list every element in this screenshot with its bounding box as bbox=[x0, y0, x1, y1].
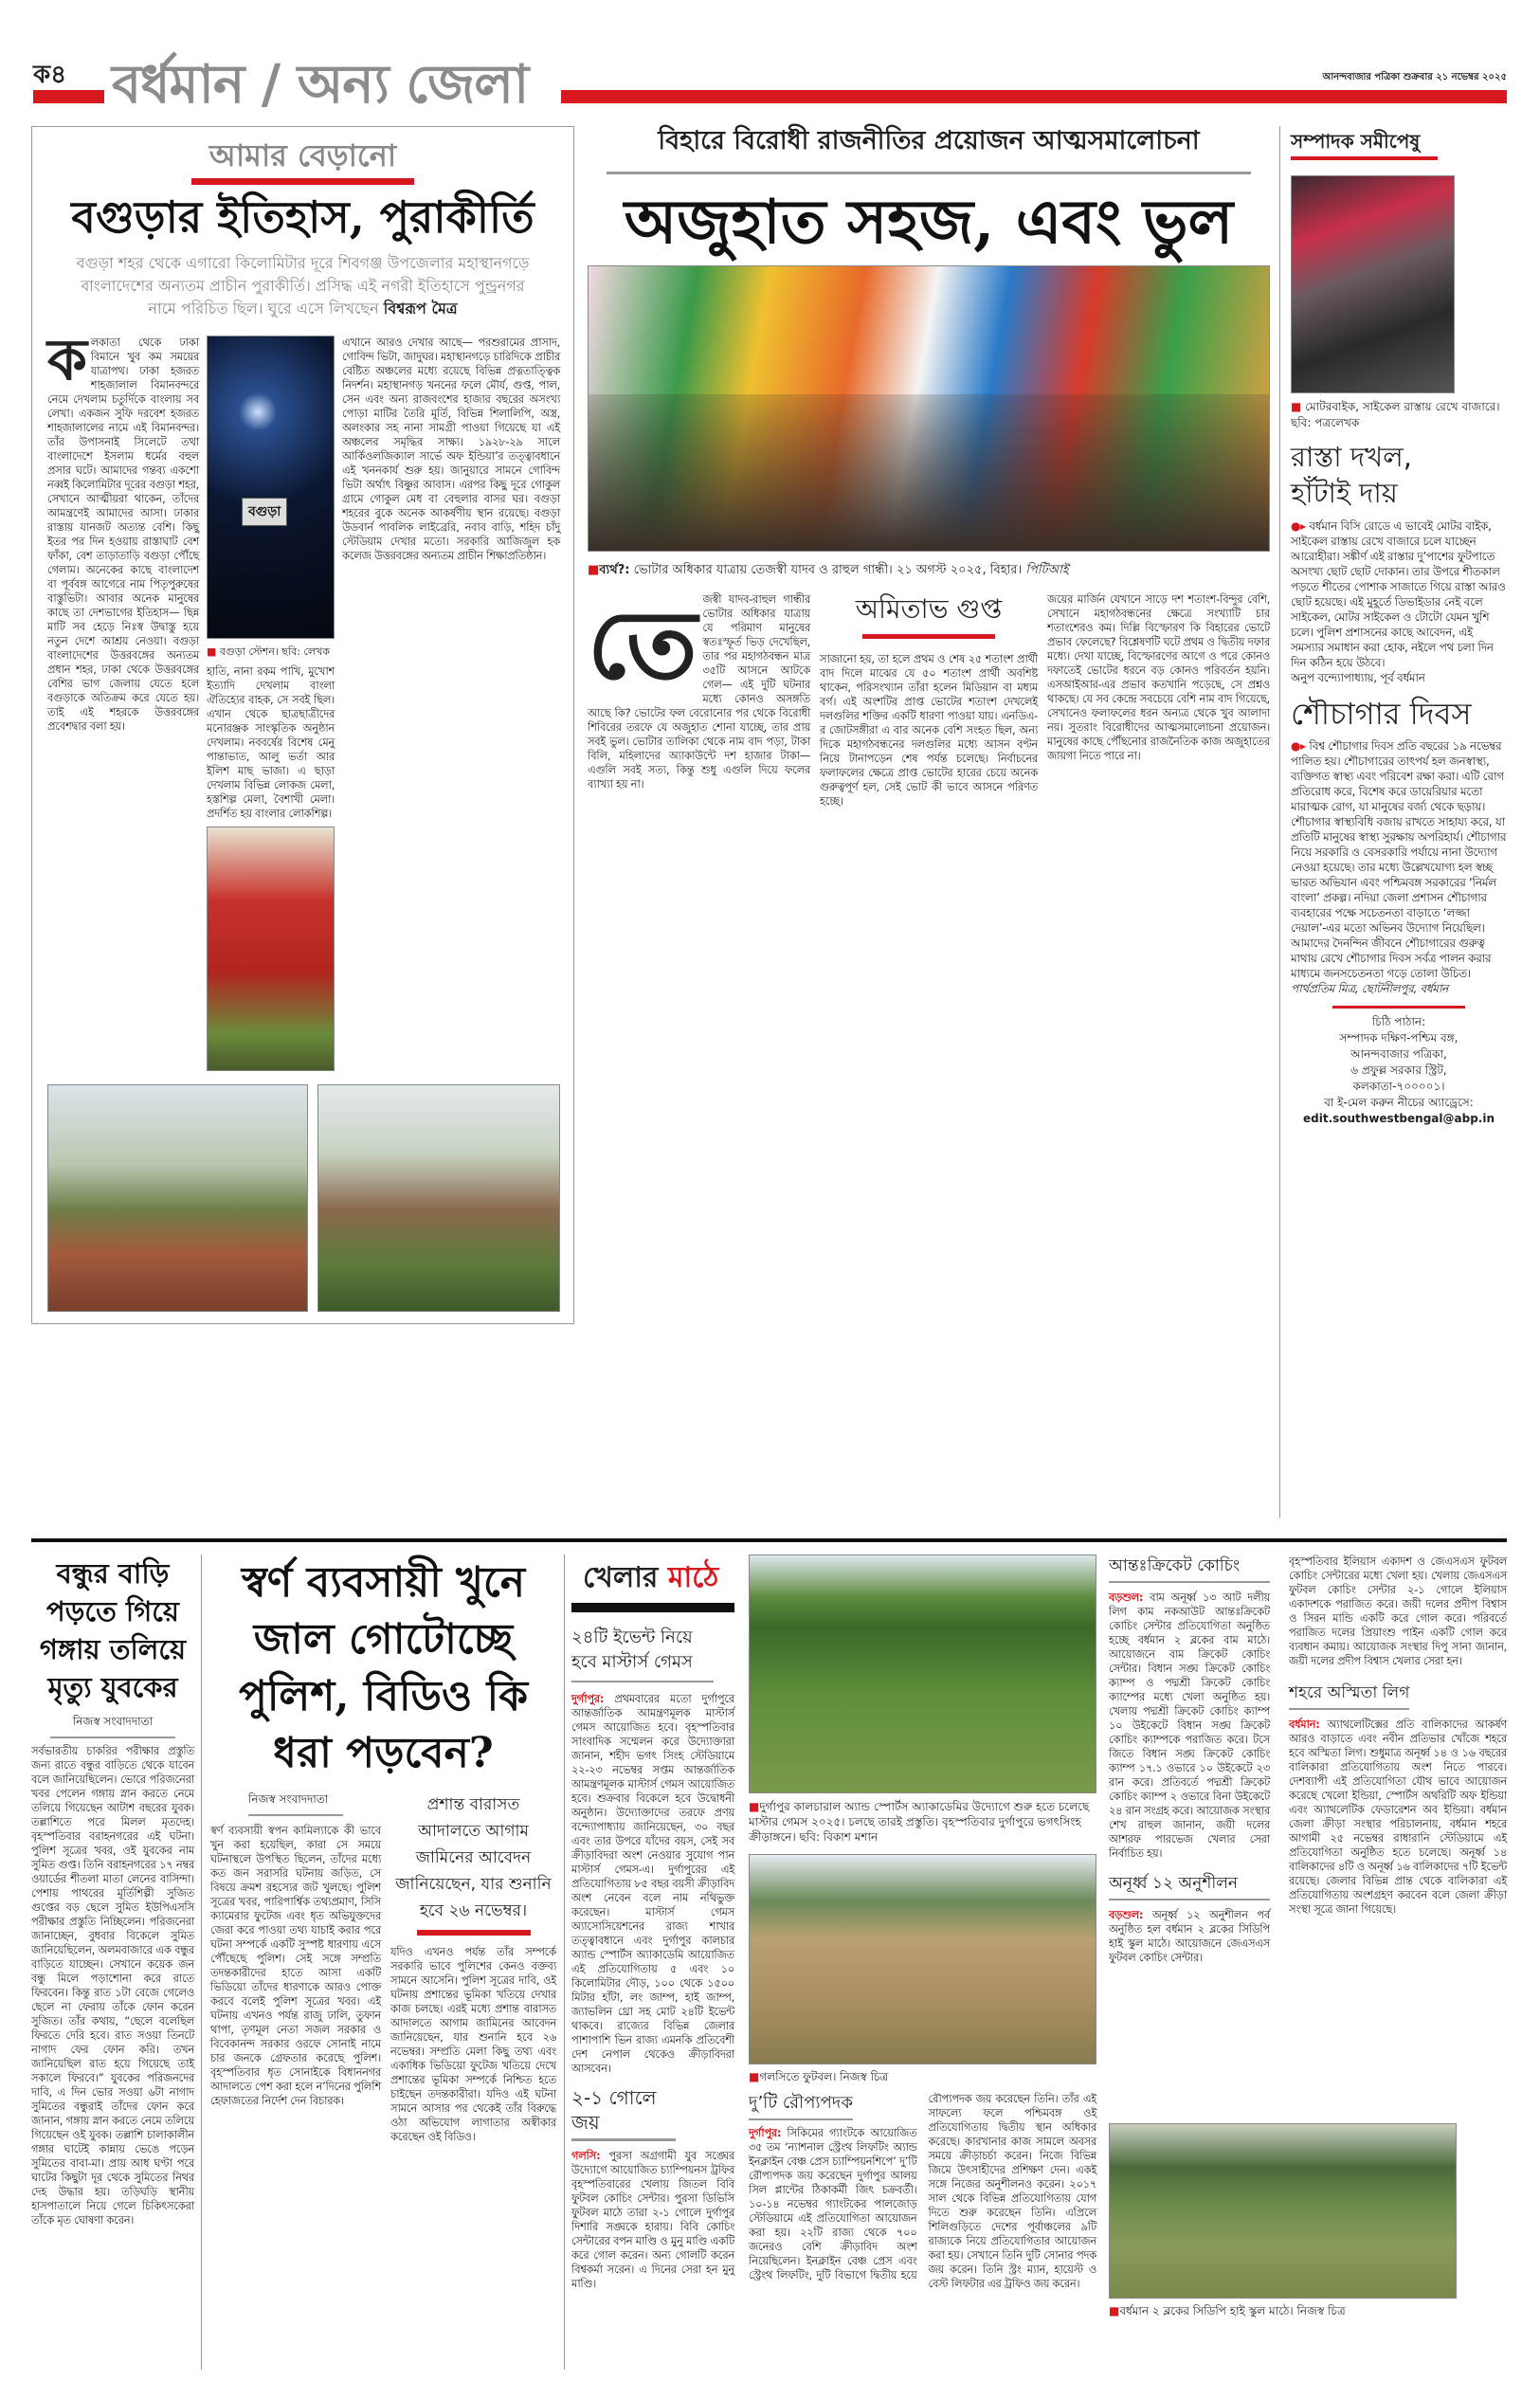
story2-col1: স্বর্ণ ব্যবসায়ী স্বপন কামিল্যাকে কী ভাবে খুন করা হয়েছিল, কারা সে সময়ে ঘটনাস্থলে উপস্থিত ছিলেন, তাঁদের মধ্যে কত জন সরাসরি ঘটনায় জড়িত, সে বিষয়ে ক্রমশ রহস্যের জট খুলছে। পুলিশ সূত্রের খবর, পারিপার্শ্বিক তথ্যপ্রমাণ, সিসি ক্যামেরার ফুটেজ এবং ধৃত অভিযুক্তদের জেরা করে পাওয়া তথ্য যাচাই করার পরে ঘটনা সম্পর্কে একটি সুস্পষ্ট ধারণায় এসে পৌঁছেছে পুলিশ। সেই সঙ্গে সম্প্রতি তদন্তকারীদের হাতে আসা একটি ভিডিয়ো তাঁদের ধারণাকে আরও পোক্ত করবে বলেই পুলিশ সূত্রের খবর। এই ঘটনায় এখনও পর্যন্ত রাজু ঢালি, তুফান থাপা, তৃণমূল নেতা সজল সরকার ও বিবেকানন্দ সরকার ওরফে সোনাই নামে চার জনকে গ্রেফতার করেছে পুলিশ। বৃহস্পতিবার ধৃত সোনাইকে বিধাননগর আদালতে পেশ করা হলে ন’দিনের পুলিশি হেফাজতের নির্দেশ দেন বিচারক। bbox=[210, 1824, 381, 2107]
feature-standfirst bbox=[66, 252, 539, 320]
story2-col2-wrap bbox=[390, 1791, 556, 2144]
feature-col3: এখানে আরও দেখার আছে— পরশুরামের প্রাসাদ, গোবিন্দ ভিটা, জাদুঘর। মহাস্থানগড়ে চারিদিকে প্রাচীর বেষ্টিত অঞ্চলের মধ্যে রয়েছে বিভিন্ন প্রত্নতাত্ত্বিক নিদর্শন। মহাস্থানগড় খননের ফলে মৌর্য, গুপ্ত, পাল, সেন এবং অন্য রাজবংশের হাজার বছরের অসংখ্য পোড়া মাটির তৈরি মূর্তি, বিভিন্ন শিলালিপি, অস্ত্র, অলংকার সহ নানা সামগ্রী পাওয়া গিয়েছে যা এই অঞ্চলের সমৃদ্ধির সাক্ষ্য। ১৯২৮-২৯ সালে আর্কিওলজিক্যাল সার্ভে অফ ইন্ডিয়া’র তত্ত্বাবধানে এই খননকার্য শুরু হয়। জানুয়ারে সামনে গোবিন্দ ভিটা অর্থাৎ বিষ্ণুর আবাস। এরপর কিছু দূরে গোকুল গ্রামে গোকুল মেধ বা বেহুলার বাসর ঘর। বগুড়া শহরের বুকে অনেক আকর্ষণীয় স্থান রয়েছে। বগুড়া উডবার্ন পাবলিক লাইব্রেরি, নবাব বাড়ি, শহিদ চাঁদু স্টেডিয়াম দেখার মতো। সরকারি আজিজুল হক কলেজ উত্তরবঙ্গের অন্যতম প্রাচীন শিক্ষাপ্রতিষ্ঠান। bbox=[342, 335, 560, 562]
photo-ruins-tree bbox=[47, 1084, 308, 1312]
editorial-col1: তে জস্বী যাদব-রাহুল গান্ধীর ভোটার অধিকার যাত্রায় যে পরিমাণ মানুষের স্বতঃস্ফূর্ত ভিড় দেখেছিল, তার পর মহাগঠবন্ধন মাত্র ৩৫টি আসনে আটকে গেল— এই দুটি ঘটনার মধ্যে কোনও অসঙ্গতি আছে কি? ভোটের ফল বেরোনোর পর থেকে বিরোধী শিবিরের তরফে যে অজুহাত শোনা যাচ্ছে, তার প্রায় সবই ভুল। ভোটার তালিকা থেকে নাম বাদ পড়া, টাকা বিলি, মহিলাদের অ্যাকাউন্টে দশ হাজার টাকা— এগুলি সবই সত্য, কিন্তু শুধু এগুলি দিয়ে ফলের ব্যাখ্যা হয় না। bbox=[588, 588, 810, 791]
sports-s4-headline: আন্তঃক্রিকেট কোচিং bbox=[1109, 1555, 1270, 1583]
editorial bbox=[588, 121, 1270, 809]
feature-col2 bbox=[207, 336, 335, 1071]
column-rule bbox=[564, 1555, 565, 2370]
photo-ruins bbox=[317, 1084, 560, 1312]
sports-s7-headline: শহরে অস্মিতা লিগ bbox=[1289, 1682, 1409, 1710]
column-rule bbox=[201, 1555, 202, 2370]
editorial-col2-text: সাজানো হয়, তা হলে প্রথম ও শেষ ২৫ শতাংশ প্রার্থী বাদ দিলে মাঝের যে ৫০ শতাংশ প্রার্থী অবশিষ্ট থাকেন, পরিসংখ্যান তাঁরা হলেন মিডিয়ান বা মধ্যম বর্গ। এই অংশটির প্রাপ্ত ভোটের শতাংশ দেখলেই দলগুলির শক্তির একটি ধারণা পাওয়া যায়। এনডিএ-র জোটসঙ্গীরা এ বার অনেক বেশি সংহত ছিল, অন্য দিকে মহাগঠবন্ধনের দলগুলির মধ্যে আসন বণ্টন নিয়ে টানাপড়েন শেষ পর্যন্ত চলেছে। নির্বাচনের ফলাফলের ক্ষেত্রে প্রাপ্ত ভোটের হারের চেয়ে অনেক গুরুত্বপূর্ণ হল, সেই ভোট কী ভাবে আসনে পরিণত হচ্ছে। bbox=[820, 651, 1038, 808]
address-block: চিঠি পাঠান: সম্পাদক দক্ষিণ-পশ্চিম বঙ্গ, আনন্দবাজার পত্রিকা, ৬ প্রফুল্ল সরকার স্ট্রিট, কলকাতা-৭০০০০১। বা ই-মেল করুন নীচের অ্যাড্রেসে: edit.southwestbengal@abp.in bbox=[1291, 1014, 1507, 1127]
story1-headline: বন্ধুর বাড়ি পড়তে গিয়ে গঙ্গায় তলিয়ে মৃত্যু যুবকের bbox=[39, 1557, 187, 1703]
feature-kicker-underline bbox=[191, 178, 414, 185]
feature-kicker: আমার বেড়ানো bbox=[208, 137, 397, 173]
sports-s5-body: বড়শুল: অনূর্ধ্ব ১২ অনুশীলন পর্ব অনুষ্ঠিত হল বর্ধমান ২ ব্লকের সিডিপি হাই স্কুল মাঠে। আয়োজনে জেএসএস ফুটবল কোচিং সেন্টার। bbox=[1109, 1908, 1270, 1964]
sports-s5-headline: অনূর্ধ্ব ১২ অনুশীলন bbox=[1109, 1872, 1270, 1900]
editorial-caption: ■ব্যর্থ?: ভোটার অধিকার যাত্রায় তেজস্বী যাদব ও রাহুল গান্ধী। ২১ অগস্ট ২০২৫, বিহার। পিটিআই bbox=[588, 562, 1069, 577]
photo-football-galsi bbox=[749, 1854, 1096, 2064]
editorial-col3: জয়ের মার্জিন যেখানে সাড়ে দশ শতাংশ-বিন্দুর বেশি, সেখানে মহাগঠবন্ধনের ক্ষেত্রে সংখ্যাটি চার শতাংশেরও কম। দিল্লি বিস্ফোরণ কি বিহারের ভোটে প্রভাব ফেলেছে? বিশ্লেষণটি ঘটে প্রথম ও দ্বিতীয় দফার মধ্যে। দেখা যাচ্ছে, বিস্ফোরণের আগে ও পরে কোনও দফাতেই ভোটের ধরনে বড় কোনও পরিবর্তন হয়নি। এসআইআর-এর প্রভাব কতখানি পড়েছে, সে প্রশ্নও থাকছে। যে সব কেন্দ্রে সবচেয়ে বেশি নাম বাদ গিয়েছে, সেখানেও ফলাফলের ধরন অন্যত্র থেকে খুব আলাদা নয়। সুতরাং বিরোধীদের আত্মসমালোচনা প্রয়োজন। মানুষের কাছে পৌঁছনোর রাজনৈতিক কাজ অজুহাতের জায়গা নিতে পারে না। bbox=[1047, 591, 1270, 762]
standfirst-text: বগুড়া শহর থেকে এগারো কিলোমিটার দূরে শিবগঞ্জ উপজেলার মহাস্থানগড়ে বাংলাদেশের অন্যতম প্রাচীন পুরাকীর্তি। প্রসিদ্ধ এই নগরী ইতিহাসে পুন্ড্রনগর নামে পরিচিত ছিল। ঘুরে এসে লিখছেন bbox=[76, 253, 530, 318]
sports-s1-body: দুর্গাপুর: প্রথমবারের মতো দুর্গাপুরে আন্তর্জাতিক আমন্ত্রণমূলক মাস্টার্স গেমস আয়োজিত হবে। বৃহস্পতিবার সাংবাদিক সম্মেলন করে উদ্যোক্তারা জানান, শহীদ ভগৎ সিংহ স্টেডিয়ামে ২২-২৩ নভেম্বর সপ্তম আন্তর্জাতিক আমন্ত্রণমূলক মাস্টার্স গেমস আয়োজিত হবে। শুক্রবার বিকেলে হবে উদ্বোধনী অনুষ্ঠান। উদ্যোক্তাদের তরফে প্রণয় বন্দ্যোপাধ্যায় জানিয়েছেন, ৩০ বছর এবং তার উপরে যাঁদের বয়স, সেই সব ক্রীড়াবিদরা অংশ নেওয়ার সুযোগ পান মাস্টার্স গেমস-এ। দুর্গাপুরের এই প্রতিযোগিতায় ৮৫ বছর বয়সী ক্রীড়াবিদ অংশ নেবেন বলে নাম নথিভুক্ত করেছেন। মাস্টার্স গেমস অ্যাসোসিয়েশনের রাজ্য শাখার তত্ত্বাবধানে এবং দুর্গাপুর কালচার অ্যান্ড স্পোর্টস অ্যাকাডেমি আয়োজিত এই প্রতিযোগিতায় ৫ এবং ১০ কিলোমিটার দৌড়, ১০০ থেকে ১৫০০ মিটার হাঁটা, লং জাম্প, হাই জাম্প, জ্যাভলিন থ্রো সহ মোট ২৪টি ইভেন্ট থাকবে। রাজ্যের বিভিন্ন জেলার পাশাপাশি ভিন রাজ্য এমনকি প্রতিবেশী দেশ নেপাল থেকেও ক্রীড়াবিদরা আসবেন। bbox=[571, 1692, 734, 2075]
sports-s3-headline: দু’টি রৌপ্যপদক bbox=[749, 2092, 853, 2120]
header-bar-left bbox=[33, 90, 104, 103]
story2-pullquote: প্রশান্ত বারাসত আদালতে আগাম জামিনের আবেদন জানিয়েছেন, যার শুনানি হবে ২৬ নভেম্বর। bbox=[390, 1791, 556, 1924]
photo-bogra-station bbox=[207, 336, 335, 639]
feature-headline: বগুড়ার ইতিহাস, পুরাকীর্তি bbox=[71, 191, 534, 243]
story2-headline: স্বর্ণ ব্যবসায়ী খুনে জাল গোটোচ্ছে পুলিশ, বিডিও কি ধরা পড়বেন? bbox=[238, 1558, 529, 1777]
pullquote-underline bbox=[417, 1930, 531, 1936]
photo-temple bbox=[207, 827, 335, 1071]
photo-ground-marking bbox=[749, 1555, 1096, 1793]
sports-photo3 bbox=[1109, 2123, 1457, 2318]
editorial-columns bbox=[588, 588, 1270, 809]
sports-col2 bbox=[749, 1555, 1096, 2291]
sports-s3-body: দুর্গাপুর: সিকিমের গ্যাংটকে আয়োজিত ৩৫ তম ‘ন্যাশনাল স্ট্রেংথ লিফটিং অ্যান্ড ইনক্লাইন বেঞ্চ প্রেস চ্যাম্পিয়নশিপে’ দু’টি রৌপ্যপদক জয় করেছেন দুর্গাপুর আলয় সিল প্লান্টের ঠিকাকর্মী জিৎ চক্রবর্তী। ১০-১৪ নভেম্বর গ্যাংটকের পালজোড় স্টেডিয়ামে এই প্রতিযোগিতা আয়োজন করা হয়। ২২টি রাজ্য থেকে ৭০০ জনেরও বেশি ক্রীড়াবিদ অংশ নিয়েছিলেন। ইনক্লাইন বেঞ্চ প্রেস এবং স্ট্রেংথ লিফটিং, দুটি বিভাগে দ্বিতীয় হয়ে রৌপ্যপদক জয় করেছেন তিনি। তাঁর এই সাফল্যে ফলে পশ্চিমবঙ্গ ওই প্রতিযোগিতায় দ্বিতীয় স্থান অধিকার করেছে। কারখানার কাজ সামলে অবসর সময়ে ক্রীড়াচর্চা করেন। নিজে বিভিন্ন জিমে উৎসাহীদের প্রশিক্ষণ দেন। একই সঙ্গে নিজের অনুশীলনও করেন। ২০১৭ সাল থেকে বিভিন্ন প্রতিযোগিতায় যোগ দিতে শুরু করেছেন তিনি। এপ্রিলে শিলিগুড়িতে দেশের পূর্বাঞ্চলের ৯টি রাজ্যকে নিয়ে প্রতিযোগিতার আয়োজন করা হয়। সেখানে তিনি দুটি সোনার পদক জয় করেন। তিনি স্ট্রং ম্যান, হায়েস্ট ও বেস্ট লিফটার এর ট্রফিও জয় করেন। bbox=[749, 2092, 1096, 2290]
feature-col1: ক লকাতা থেকে ঢাকা বিমানে খুব কম সময়ের যাত্রাপথ। ঢাকা হজরত শাহজালাল বিমানবন্দরে নেমে দেখলাম চতুর্দিকে বাংলায় সব লেখা। একজন সুফি দরবেশ হজরত শাহজালালের নামে এই বিমানবন্দর। তাঁর উপাসনাই সিলেটে তথা বাংলাদেশে ইসলাম ধর্মের বহুল প্রসার ঘটে। আমাদের গন্তব্য একশো নব্বই কিলোমিটার দূরের বগুড়া শহর, সেখানে আত্মীয়রা থাকেন, তাঁদের আমন্ত্রণেই আমাদের আসা। ঢাকার রাস্তায় যানজট অত্যন্ত বেশি। কিছু ইতর পর দিন হওয়ায় রাস্তাঘাট বেশ ফাঁকা, বেশ তাড়াতাড়ি বগুড়া পৌঁছে গেলাম। অনেকের কাছে বাংলাদেশ বা পূর্ববঙ্গ আগেরে নাম পিতৃপুরুষের বাস্তুভিটা। আবার অনেক মানুষের কাছে তা দেশভাগের ইতিহাস— ছিন্ন মাটি সব হেড়ে নিঃস্ব উদ্বাস্তু হয়ে নতুন দেশে আশ্রয় নেওয়া। বগুড়া বাংলাদেশের উত্তরবঙ্গের অন্যতম প্রধান শহর, ঢাকা থেকে উত্তরবঙ্গের বেশির ভাগ জেলায় যেতে হলে বগুড়াকে অতিক্রম করে যেতে হয়। তাই এই শহরকে উত্তরবঙ্গের প্রবেশদ্বার বলা হয়। bbox=[47, 326, 199, 733]
feature-author: বিশ্বরূপ মৈত্র bbox=[383, 299, 458, 318]
photo-football-cdp bbox=[1109, 2123, 1457, 2299]
sports-s7-body: বর্ধমান: অ্যাথলেটিক্সের প্রতি বালিকাদের আকর্ষণ আরও বাড়াতে এবং নবীন প্রতিভার খোঁজে শহরে হবে অস্মিতা লিগ। শুধুমাত্র অনূর্ধ্ব ১৪ ও ১৬ বছরের বালিকারা প্রতিযোগিতায় অংশ নিতে পারবে। দেশব্যাপী এই প্রতিযোগিতা যৌথ ভাবে আয়োজন করেছে খেলো ইন্ডিয়া, স্পোর্টস অথরিটি অফ ইন্ডিয়া এবং অ্যাথলেটিক ফেডারেশন অব ইন্ডিয়া। বর্ধমান জেলা ক্রীড়া সংস্থার পরিচালনায়, বর্ধমান শহরে আগামী ২৫ নভেম্বর রাধারানি স্টেডিয়ামে এই প্রতিযোগিতা অনুষ্ঠিত হতে চলেছে। অনূর্ধ্ব ১৪ বালিকাদের ৪টি ও অনূর্ধ্ব ১৬ বালিকাদের ৭টি ইভেন্ট রয়েছে। জেলার বিভিন্ন প্রান্ত থেকে বালিকারা এই প্রতিযোগিতায় অংশগ্রহণ করবেন বলে জেলা ক্রীড়া সংস্থা সূত্রে জানা গিয়েছে। bbox=[1289, 1718, 1508, 1916]
sports-photo2-caption: ■গলসিতে ফুটবল। নিজস্ব চিত্র bbox=[749, 2070, 889, 2083]
header-bar-right bbox=[561, 90, 1507, 103]
story1-byline: নিজস্ব সংবাদদাতা bbox=[50, 1714, 175, 1738]
photo-parked-bikes bbox=[1291, 175, 1455, 393]
editorial-headline: অজুহাত সহজ, এবং ভুল bbox=[624, 187, 1234, 258]
story2-byline: নিজস্ব সংবাদদাতা bbox=[248, 1791, 343, 1816]
address-divider bbox=[1332, 1006, 1465, 1009]
sports-s4-body: বড়শুল: বাম অনূর্ধ্ব ১৩ আট দলীয় লিগ কাম নকআউট আন্তঃক্রিকেট কোচিং সেন্টার প্রতিযোগিতা অনুষ্ঠিত হচ্ছে বর্ধমান ২ ব্লকের বাম মাঠে। আয়োজনে বাম ক্রিকেট কোচিং সেন্টার। বিধান সঙ্ঘ ক্রিকেট কোচিং ক্যাম্প ও পদ্মশ্রী ক্রিকেট কোচিং ক্যাম্পের মধ্যে খেলা অনুষ্ঠিত হয়। খেলায় পদ্মশ্রী ক্রিকেট কোচিং ক্যাম্প ১০ উইকেটে বিধান সঙ্ঘ ক্রিকেট কোচিং ক্যাম্পকে পরাজিত করে। টসে জিতে বিধান সঙ্ঘ ক্রিকেট কোচিং ক্যাম্প ১৭.১ ওভারে ১০ উইকেটে ২৩ রান করে। প্রতিবর্তে পদ্মশ্রী ক্রিকেট কোচিং ক্যাম্প ২ ওভারে বিনা উইকেটে ২৪ রান সংগ্রহ করে। আয়োজক সংস্থার শেখ রাহুল জানান, জয়ী দলের আশরফ পারভেজ খেলার সেরা নির্বাচিত হয়। bbox=[1109, 1591, 1270, 1860]
section-title: বর্ধমান / অন্য জেলা bbox=[112, 53, 529, 116]
sports-col3 bbox=[1109, 1555, 1270, 1965]
story2-columns bbox=[210, 1791, 556, 2144]
dateline: আনন্দবাজার পত্রিকা শুক্রবার ২১ নভেম্বর ২০২৫ bbox=[1322, 72, 1507, 82]
letters-kicker: সম্পাদক সমীপেষু bbox=[1291, 130, 1421, 153]
editorial-col2 bbox=[820, 592, 1038, 809]
sports-photo1-caption: ■দুর্গাপুর কালচারাল অ্যান্ড স্পোর্টস অ্যাকাডেমির উদ্যোগে শুরু হতে চলেছে মাস্টার গেমস ২০২৫। চলছে তারই প্রস্তুতি। বৃহস্পতিবার দুর্গাপুরে ভগৎসিংহ ক্রীড়াঙ্গনে। ছবি: বিকাশ মশান bbox=[749, 1800, 1090, 1844]
station-sign: বগুড়া bbox=[242, 498, 287, 526]
editorial-kicker: বিহারে বিরোধী রাজনীতির প্রয়োজন আত্মসমালোচনা bbox=[607, 121, 1251, 174]
sports-photo3-caption: ■বর্ধমান ২ ব্লকের সিডিপি হাই স্কুল মাঠে। নিজস্ব চিত্র bbox=[1109, 2304, 1346, 2318]
photo-rally bbox=[588, 265, 1270, 552]
email-link[interactable]: edit.southwestbengal@abp.in bbox=[1302, 1112, 1495, 1125]
editorial-author: অমিতাভ গুপ্ত bbox=[855, 592, 1003, 625]
sports-s6-body: বৃহস্পতিবার ইলিয়াস একাদশ ও জেএসএস ফুটবল কোচিং সেন্টারের মধ্যে খেলা হয়। খেলায় জেএসএস ফুটবল কোচিং সেন্টার ২-১ গোলে ইলিয়াস একাদশকে পরাজিত করে। জয়ী দলের প্রদীপ বিশ্বাস ও সিরন মান্ডি একটি করে গোল করে। পরিবর্তে পরাজিত দলের প্রিয়াংশু পাইন একটি গোল করে ব্যবধান কমায়। আয়োজক সংস্থার দিপু সানা জানান, জয়ী দলের প্রদীপ বিশ্বাস খেলার সেরা হন। bbox=[1289, 1555, 1507, 1667]
page-number: ক৪ bbox=[33, 61, 67, 89]
letters-photo-caption: ■ মোটরবাইক, সাইকেল রাস্তায় রেখে বাজারে। ছবি: পত্রলেখক bbox=[1291, 400, 1500, 429]
column-rule bbox=[1279, 126, 1280, 1518]
photo-caption: ■ বগুড়া স্টেশন। ছবি: লেখক bbox=[207, 645, 330, 658]
sports-s1-headline: ২৪টি ইভেন্ট নিয়ে হবে মাস্টার্স গেমস bbox=[571, 1626, 714, 1682]
sports-kicker-bar bbox=[571, 1603, 734, 1612]
letter2-headline: শৌচাগার দিবস bbox=[1291, 696, 1472, 732]
sports-s2-headline: ২-১ গোলে জয় bbox=[571, 2085, 676, 2141]
letter2-signature: পার্থপ্রতিম মিত্র, ছোটনীলপুর, বর্ধমান bbox=[1291, 982, 1448, 995]
sports-s2-body: গলসি: পুরসা অগ্রগামী যুব সঙ্ঘের উদ্যোগে আয়োজিত চ্যাম্পিয়নস ট্রফির বৃহস্পতিবারের খেলায় জিতল বিবি ফুটবল কোচিং সেন্টার। পুরসা ডিভিসি ফুটবল মাঠে তারা ২-১ গোলে দুর্গাপুর দিশারি সঙ্ঘকে হারায়। বিবি কোচিং সেন্টারের বপন মাণ্ডি ও মুনু মাণ্ডি একটি করে গোল করেন। অন্য গোলটি করেন বিশ্বকর্মা সরেন। এ দিনের সেরা হন মুনু মাণ্ডি। bbox=[571, 2149, 735, 2290]
letter1-signature: অনুপ বন্দ্যোপাধ্যায়, পূর্ব বর্ধমান bbox=[1291, 671, 1425, 684]
letters-underline bbox=[1291, 156, 1438, 160]
letters bbox=[1291, 128, 1507, 1127]
sports-col4 bbox=[1289, 1555, 1507, 1917]
story2-col1-wrap bbox=[210, 1791, 381, 2108]
story1-body: সর্বভারতীয় চাকরির পরীক্ষার প্রস্তুতি জন্য রাতে বন্ধুর বাড়িতে থেকে যাবেন বলে জানিয়েছিলেন। ভোরে পরিজনেরা খবর পেলেন গঙ্গায় স্নান করতে নেমে তলিয়ে গিয়েছেন আটাশ বছরের যুবক। তল্লাশিতে পরে মিলল মৃতদেহ। বৃহস্পতিবার বরাহনগরের এই ঘটনা। পুলিশ সূত্রের খবর, ওই যুবকের নাম সুমিত গুপ্ত। তিনি বরাহনগরের ১৭ নম্বর ওয়ার্ডের শীতলা মাতা লেনের বাসিন্দা। পেশায় পাথরের মূর্তিশিল্পী সুজিত গুপ্তের বড় ছেলে সুমিত ইউপিএসসি পরীক্ষার প্রস্তুতি নিচ্ছিলেন। পরিজনেরা জানাচ্ছেন, বুধবার বিকেলে সুমিত জানিয়েছিলেন, অলমবাজারে এক বন্ধুর বাড়িতে যাচ্ছেন। সেখানে কয়েক জন বন্ধু মিলে পড়াশোনা করে রাতে ফিরবেন। কিন্তু রাত ১টা বেজে গেলেও ছেলে না ফেরায় তাঁকে ফোন করেন সুজিত। তাঁর কথায়, “ছেলে বলেছিল ফিরতে দেরি হবে। রাত সওয়া তিনটে নাগাদ ফের ফোন করি। তখন জানিয়েছিল রাত হয়ে গিয়েছে তাই সকালে ফিরবে।” যুবকের পরিজনদের দাবি, এ দিন ভোর সওয়া ৬টা নাগাদ সুমিতের বন্ধুরাই তাঁদের ফোন করে জানান, গঙ্গায় স্নান করতে নেমে তলিয়ে গিয়েছেন ওই যুবক। তল্লাশি চালাকালীন গঙ্গার ঘাটেই কান্নায় ভেঙে পড়েন সুমিতের বাবা-মা। প্রায় আধ ঘণ্টা পরে ঘাটের কিছুটা দূর থেকে সুমিতের নিথর দেহ উদ্ধার হয়। তড়িঘড়ি স্থানীয় হাসপাতালে নিয়ে গেলে চিকিৎসকেরা তাঁকে মৃত ঘোষণা করেন। bbox=[31, 1744, 194, 2227]
pullquote-name: প্রশান্ত বারাসত bbox=[426, 1795, 520, 1814]
feature-columns bbox=[47, 326, 560, 1071]
story2-col2: যদিও এখনও পর্যন্ত তাঁর সম্পর্কে সরকারি ভাবে পুলিশের কেনও বক্তব্য সামনে আসেনি। পুলিশ সূত্রের দাবি, ওই ঘটনায় প্রশান্তের ভূমিকা খতিয়ে দেখার কাজ চলছে। এরই মধ্যে প্রশান্ত বারাসত আদালতে আগাম জামিনের আবেদন জানিয়েছেন, যার শুনানি হবে ২৬ নভেম্বর। সম্প্রতি মেলা কিছু তথ্য এবং একাধিক ভিডিয়ো ফুটেজ খতিয়ে দেখে প্রশান্তের ভূমিকা সম্পর্কে নিশ্চিত হতে চাইছেন তদন্তকারীরা। যদিও এই ঘটনা সামনে আসার পর থেকেই তাঁর বিরুদ্ধে ওঠা অভিযোগ লাগাতার অস্বীকার করেছেন ওই বিডিও। bbox=[390, 1945, 556, 2143]
feature-box bbox=[31, 126, 574, 1324]
letter1-body: ●▸ বর্ধমান বিসি রোডে এ ভাবেই মোটর বাইক, সাইকেল রাস্তায় রেখে বাজারে চলে যাচ্ছেন আরোহীরা। সঙ্কীর্ণ এই রাস্তার দু’পাশের ফুটপাতে অসংখ্য ছোট ছোট দোকান। তার উপরে শীতকাল পড়তে শীতের পোশাক সাজাতে গিয়ে রাস্তা আরও ছোট হয়েছে। এই মুহূর্তে ডিভাইডার নেই বলে সাইকেল, মোটর সাইকেল ও টোটো যেমন খুশি চলে। পুলিশ প্রশাসনের কাছে আবেদন, এই সমস্যার সমাধান করা হোক, নইলে পথ চলা দিন দিন কঠিন হয়ে উঠবে। অনুপ বন্দ্যোপাধ্যায়, পূর্ব বর্ধমান bbox=[1291, 519, 1506, 684]
dropcap: ক bbox=[47, 326, 87, 393]
page-divider bbox=[31, 1538, 1507, 1542]
letter1-headline: রাস্তা দখল, হাঁটাই দায় bbox=[1291, 441, 1412, 509]
editorial-dropcap: তে bbox=[588, 588, 698, 700]
sports-s3 bbox=[749, 2092, 1096, 2291]
feature-col2-text: হাতি, নানা রকম পাখি, মুখোশ ইত্যাদি দেখলাম বাংলা ঐতিহ্যের বাহক, সে সবই ছিল। এখান থেকে ছাত্রছাত্রীদের মনোরঞ্জক সাংস্কৃতিক অনুষ্ঠান দেখলাম। নববর্ষের বিশেষ মেনু পান্তাভাত, আলু ভর্তা আর ইলিশ মাছ ভাজা। এ ছাড়া দেখলাম বিভিন্ন লোকজ মেলা, হস্তশিল্প মেলা, বৈশাখী মেলা। প্রদর্শিত হয় বাংলার লোকশিল্প। bbox=[207, 664, 335, 820]
feature-photos bbox=[47, 1084, 558, 1312]
sports-col1 bbox=[571, 1559, 734, 2291]
story2 bbox=[210, 1555, 556, 2144]
sports-kicker: খেলার মাঠে bbox=[583, 1561, 719, 1594]
letter2-body: ●▸ বিশ্ব শৌচাগার দিবস প্রতি বছরের ১৯ নভেম্বর পালিত হয়। শৌচাগারের তাৎপর্য হল জনস্বাস্থ্য, ব্যক্তিগত স্বাস্থ্য এবং পরিবেশ রক্ষা করা। এটি রোগ প্রতিরোধ করে, বিশেষ করে ডায়েরিয়ার মতো মারাত্মক রোগ, যা মানুষের বর্জ্য থেকে ছড়ায়। শৌচাগার স্বাস্থ্যবিধি বজায় রাখতে সাহায্য করে, যা প্রতিটি মানুষের স্বাস্থ্য সুরক্ষায় অপরিহার্য। শৌচাগার নিয়ে সরকারি ও বেসরকারি পর্যায়ে নানা উদ্যোগ নেওয়া হয়েছে। তার মধ্যে উল্লেখযোগ্য হল স্বচ্ছ ভারত অভিযান এবং পশ্চিমবঙ্গ সরকারের ‘নির্মল বাংলা’ প্রকল্প। নদিয়া জেলা প্রশাসন শৌচাগার ব্যবহারের পক্ষে সচেতনতা বাড়াতে ‘লজ্জা দেয়াল’-এর মতো অভিনব উদ্যোগ নিয়েছিল। আমাদের দৈনন্দিন জীবনে শৌচাগারের গুরুত্ব মাথায় রেখে শৌচাগার দিবস সর্বত্র পালন করার মাধ্যমে জনসচেতনতা গড়ে তোলা উচিত। পার্থপ্রতিম মিত্র, ছোটনীলপুর, বর্ধমান bbox=[1291, 739, 1507, 995]
story1 bbox=[31, 1555, 194, 2227]
author-underline bbox=[862, 634, 995, 639]
